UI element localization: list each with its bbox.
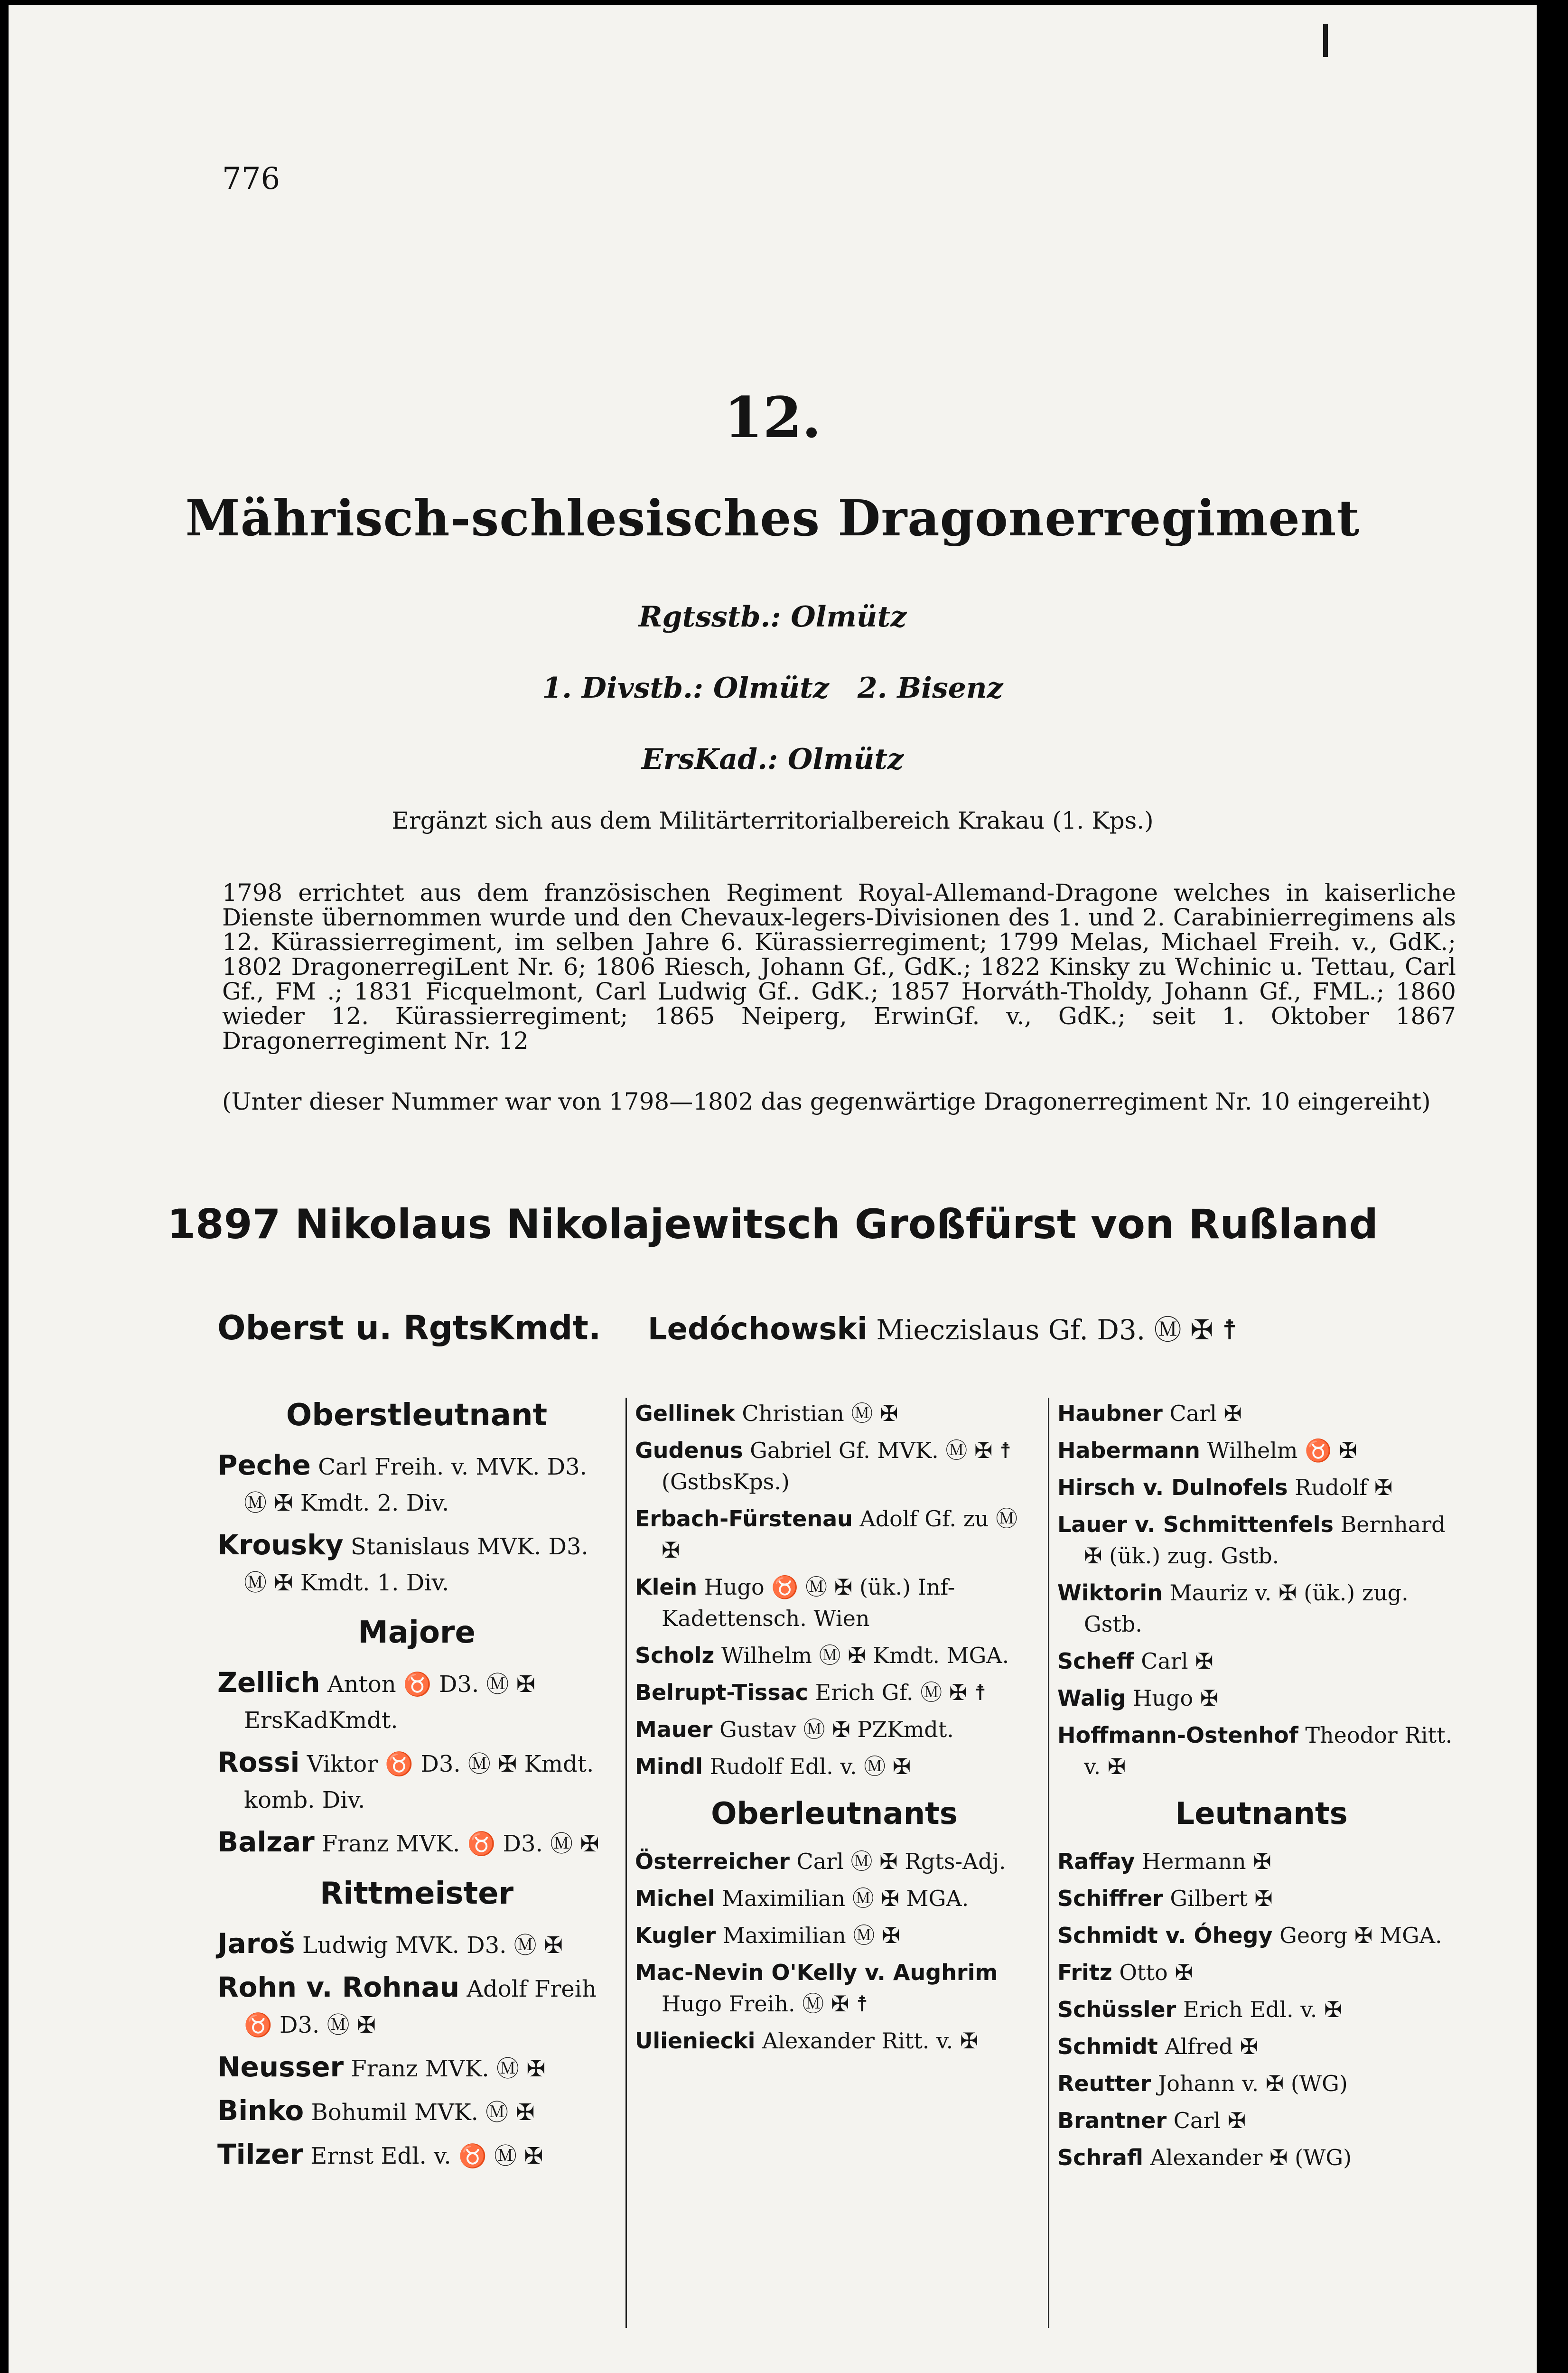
officer-name: Belrupt-Tissac bbox=[635, 1680, 808, 1705]
officer-details: Maximilian Ⓜ ✠ MGA. bbox=[722, 1886, 969, 1911]
officer-entry bbox=[1057, 1883, 1465, 1914]
officer-entry bbox=[1057, 1645, 1465, 1677]
officer-entry bbox=[635, 1751, 1034, 1782]
officer-details: Gilbert ✠ bbox=[1170, 1886, 1273, 1911]
officer-entry bbox=[1057, 1398, 1465, 1429]
officer-entry bbox=[1057, 1846, 1465, 1877]
officer-entry bbox=[635, 1883, 1034, 1914]
officer-name: Walig bbox=[1057, 1685, 1126, 1711]
officer-entry bbox=[635, 1503, 1034, 1566]
column-1 bbox=[217, 1398, 616, 2180]
officer-details: Georg ✠ MGA. bbox=[1279, 1923, 1442, 1948]
officer-details: Alfred ✠ bbox=[1165, 2034, 1259, 2059]
officer-details: Viktor ♉ D3. Ⓜ ✠ Kmdt. komb. Div. bbox=[244, 1751, 594, 1813]
officer-details: Hermann ✠ bbox=[1141, 1849, 1271, 1874]
officer-name: Balzar bbox=[217, 1826, 315, 1858]
officer-name: Reutter bbox=[1057, 2071, 1151, 2096]
officer-details: Hugo Freih. Ⓜ ✠ ☨ bbox=[662, 1991, 868, 2017]
officer-name: Mac-Nevin O'Kelly v. Aughrim bbox=[635, 1960, 998, 1985]
officer-name: Schmidt bbox=[1057, 2034, 1158, 2059]
officer-name: Habermann bbox=[1057, 1438, 1200, 1463]
commander-details: Mieczislaus Gf. D3. Ⓜ ✠ ☨ bbox=[876, 1314, 1237, 1346]
officer-details: Bernhard ✠ (ük.) zug. Gstb. bbox=[1084, 1512, 1446, 1569]
officer-entry bbox=[635, 1714, 1034, 1745]
officer-entry bbox=[1057, 2068, 1465, 2099]
officer-details: Stanislaus MVK. D3. Ⓜ ✠ Kmdt. 1. Div. bbox=[244, 1533, 588, 1596]
officer-entry bbox=[1057, 1957, 1465, 1988]
officer-details: Carl ✠ bbox=[1173, 2108, 1246, 2133]
officer-name: Jaroš bbox=[217, 1927, 295, 1960]
officer-entry bbox=[635, 1920, 1034, 1951]
officer-name: Hirsch v. Dulnofels bbox=[1057, 1475, 1288, 1500]
officer-name: Österreicher bbox=[635, 1849, 790, 1874]
officer-entry bbox=[1057, 1435, 1465, 1466]
officer-entry bbox=[217, 1447, 616, 1521]
divstb1-text: 1. Divstb.: Olmütz bbox=[542, 672, 829, 705]
officer-details: Carl ✠ bbox=[1169, 1401, 1242, 1426]
officer-details: Adolf Freih ♉ D3. Ⓜ ✠ bbox=[244, 1976, 597, 2038]
officer-entry bbox=[217, 1527, 616, 1601]
officer-entry bbox=[217, 2136, 616, 2174]
officer-entry bbox=[635, 1435, 1034, 1497]
note-paragraph: (Unter dieser Nummer war von 1798—1802 das gegenwärtige Dragonerregiment Nr. 10 eingereiht) bbox=[222, 1088, 1431, 1115]
officer-entry bbox=[217, 2049, 616, 2087]
officer-details: Carl ✠ bbox=[1141, 1648, 1213, 1674]
officer-details: Gustav Ⓜ ✠ PZKmdt. bbox=[719, 1717, 954, 1742]
officer-entry bbox=[217, 1664, 616, 1738]
section-heading-majore: Majore bbox=[358, 1615, 476, 1650]
officer-name: Rohn v. Rohnau bbox=[217, 1971, 460, 2003]
officer-details: Erich Gf. Ⓜ ✠ ☨ bbox=[815, 1680, 987, 1705]
officer-entry bbox=[1057, 1509, 1465, 1571]
officer-name: Hoffmann-Ostenhof bbox=[1057, 1722, 1298, 1748]
officer-name: Mindl bbox=[635, 1754, 703, 1779]
scan-speck bbox=[1323, 24, 1328, 57]
officer-details: Rudolf Edl. v. Ⓜ ✠ bbox=[709, 1754, 911, 1779]
officer-name: Rossi bbox=[217, 1746, 300, 1778]
officer-name: Zellich bbox=[217, 1666, 320, 1699]
officer-details: Franz MVK. ♉ D3. Ⓜ ✠ bbox=[322, 1831, 599, 1857]
officer-entry bbox=[217, 1824, 616, 1862]
officer-entry bbox=[1057, 2142, 1465, 2173]
officer-name: Peche bbox=[217, 1449, 311, 1481]
officer-entry bbox=[217, 2093, 616, 2130]
officer-details: Carl Freih. v. MVK. D3. Ⓜ ✠ Kmdt. 2. Div. bbox=[244, 1454, 587, 1516]
officer-details: Anton ♉ D3. Ⓜ ✠ ErsKadKmdt. bbox=[244, 1671, 535, 1734]
officer-entry bbox=[635, 1846, 1034, 1877]
officer-entry bbox=[1057, 2031, 1465, 2062]
officer-name: Gellinek bbox=[635, 1401, 735, 1426]
officer-name: Kugler bbox=[635, 1923, 716, 1948]
section-heading-leutnants: Leutnants bbox=[1175, 1796, 1348, 1831]
page-number: 776 bbox=[222, 161, 280, 196]
officer-details: Alexander ✠ (WG) bbox=[1150, 2145, 1352, 2170]
officer-details: Wilhelm Ⓜ ✠ Kmdt. MGA. bbox=[721, 1643, 1009, 1668]
rgtsstb-text: Rgtsstb.: Olmütz bbox=[638, 600, 907, 634]
section-heading-oberleutnants: Oberleutnants bbox=[711, 1796, 958, 1831]
officer-entry bbox=[1057, 1719, 1465, 1782]
officer-name: Gudenus bbox=[635, 1438, 743, 1463]
officer-name: Schmidt v. Óhegy bbox=[1057, 1923, 1273, 1948]
officer-details: Wilhelm ♉ ✠ bbox=[1207, 1438, 1357, 1463]
officer-entry bbox=[635, 2025, 1034, 2056]
officer-name: Schrafl bbox=[1057, 2145, 1143, 2170]
column-divider bbox=[625, 1398, 627, 2328]
officer-name: Haubner bbox=[1057, 1401, 1163, 1426]
officer-details: Rudolf ✠ bbox=[1295, 1475, 1393, 1500]
officer-details: Maximilian Ⓜ ✠ bbox=[722, 1923, 900, 1948]
officer-details: Christian Ⓜ ✠ bbox=[742, 1401, 898, 1426]
erskad-text: ErsKad.: Olmütz bbox=[642, 743, 904, 776]
division-staff-line bbox=[9, 672, 1537, 705]
divstb2-text: 2. Bisenz bbox=[857, 672, 1003, 705]
officer-details: Bohumil MVK. Ⓜ ✠ bbox=[311, 2099, 535, 2126]
officer-entry bbox=[635, 1677, 1034, 1708]
officer-details: Gabriel Gf. MVK. Ⓜ ✠ ☨ (GstbsKps.) bbox=[662, 1438, 1012, 1495]
regiment-staff-line bbox=[9, 600, 1537, 634]
officer-details: Otto ✠ bbox=[1119, 1960, 1193, 1985]
officer-entry bbox=[1057, 1472, 1465, 1503]
section-heading-rittmeister: Rittmeister bbox=[319, 1876, 514, 1911]
history-paragraph: 1798 errichtet aus dem französischen Regiment Royal-Allemand-Dragone welches in kaiserliche Dienste übernommen wurde und den Chevaux-legers-Divisionen des 1. und 2. Carabinierregimens als 12. Kürassierregiment, im selben Jahre 6. Kürassierregiment; 1799 Melas, Michael Freih. v., GdK.; 1802 DragonerregiLent Nr. 6; 1806 Riesch, Johann Gf., GdK.; 1822 Kinsky zu Wchinic u. Tettau, Carl Gf., FM .; 1831 Ficquelmont, Carl Ludwig Gf.. GdK.; 1857 Horváth-Tholdy, Johann Gf., FML.; 1860 wieder 12. Kürassierregiment; 1865 Neiperg, ErwinGf. v., GdK.; seit 1. Oktober 1867 Dragonerregiment Nr. 12 bbox=[222, 879, 1456, 1055]
officer-name: Michel bbox=[635, 1886, 715, 1911]
commander-name: Ledóchowski bbox=[647, 1312, 868, 1347]
officer-name: Scheff bbox=[1057, 1648, 1134, 1674]
officer-name: Brantner bbox=[1057, 2108, 1167, 2133]
officer-details: Mauriz v. ✠ (ük.) zug. Gstb. bbox=[1084, 1580, 1409, 1637]
officer-details: Ernst Edl. v. ♉ Ⓜ ✠ bbox=[310, 2143, 543, 2169]
officer-details: Adolf Gf. zu Ⓜ ✠ bbox=[662, 1506, 1018, 1563]
officer-details: Franz MVK. Ⓜ ✠ bbox=[351, 2055, 546, 2082]
officer-details: Carl Ⓜ ✠ Rgts-Adj. bbox=[796, 1849, 1006, 1874]
officer-details: Hugo ♉ Ⓜ ✠ (ük.) Inf-Kadettensch. Wien bbox=[662, 1574, 955, 1631]
officer-name: Ulieniecki bbox=[635, 2028, 756, 2054]
inhaber-heading: 1897 Nikolaus Nikolajewitsch Großfürst von Rußland bbox=[167, 1201, 1378, 1248]
regiment-number: 12. bbox=[724, 384, 821, 450]
officer-details: Johann v. ✠ (WG) bbox=[1157, 2071, 1348, 2096]
officer-details: Alexander Ritt. v. ✠ bbox=[762, 2028, 979, 2054]
officer-entry bbox=[217, 1969, 616, 2043]
page bbox=[9, 5, 1537, 2373]
officer-details: Erich Edl. v. ✠ bbox=[1183, 1997, 1343, 2022]
column-3 bbox=[1057, 1398, 1465, 2179]
officer-name: Neusser bbox=[217, 2051, 344, 2083]
officer-entry bbox=[635, 1398, 1034, 1429]
complement-text: Ergänzt sich aus dem Militärterritorialbereich Krakau (1. Kps.) bbox=[392, 807, 1154, 834]
section-heading-oberstleutnant: Oberstleutnant bbox=[286, 1398, 548, 1433]
officer-name: Krousky bbox=[217, 1529, 344, 1561]
officer-entry bbox=[217, 1744, 616, 1818]
officer-details: Theodor Ritt. v. ✠ bbox=[1084, 1722, 1453, 1779]
officer-name: Schüssler bbox=[1057, 1997, 1176, 2022]
officer-entry bbox=[217, 1925, 616, 1963]
officer-name: Scholz bbox=[635, 1643, 715, 1668]
commander-rank: Oberst u. RgtsKmdt. bbox=[217, 1308, 601, 1347]
officer-name: Wiktorin bbox=[1057, 1580, 1163, 1606]
officer-name: Klein bbox=[635, 1574, 698, 1600]
officer-entry bbox=[1057, 1920, 1465, 1951]
officer-entry bbox=[1057, 1682, 1465, 1714]
officer-entry bbox=[635, 1640, 1034, 1671]
officer-name: Erbach-Fürstenau bbox=[635, 1506, 853, 1532]
officer-details: Hugo ✠ bbox=[1133, 1685, 1219, 1711]
column-2 bbox=[635, 1398, 1034, 2062]
ers-kad-line bbox=[9, 743, 1537, 776]
officer-entry bbox=[1057, 1577, 1465, 1640]
officer-entry bbox=[1057, 2105, 1465, 2136]
page-title: Mährisch-schlesisches Dragonerregiment bbox=[185, 489, 1360, 547]
officer-name: Schiffrer bbox=[1057, 1886, 1163, 1911]
officer-name: Binko bbox=[217, 2094, 304, 2127]
officer-entry bbox=[635, 1571, 1034, 1634]
officer-name: Raffay bbox=[1057, 1849, 1135, 1874]
officer-name: Lauer v. Schmittenfels bbox=[1057, 1512, 1334, 1537]
officer-entry bbox=[635, 1957, 1034, 2019]
officer-name: Mauer bbox=[635, 1717, 713, 1742]
officer-entry bbox=[1057, 1994, 1465, 2025]
commander-line bbox=[217, 1308, 1499, 1347]
officer-name: Fritz bbox=[1057, 1960, 1112, 1985]
column-divider bbox=[1048, 1398, 1049, 2328]
officer-name: Tilzer bbox=[217, 2138, 304, 2170]
officer-details: Ludwig MVK. D3. Ⓜ ✠ bbox=[302, 1932, 563, 1959]
